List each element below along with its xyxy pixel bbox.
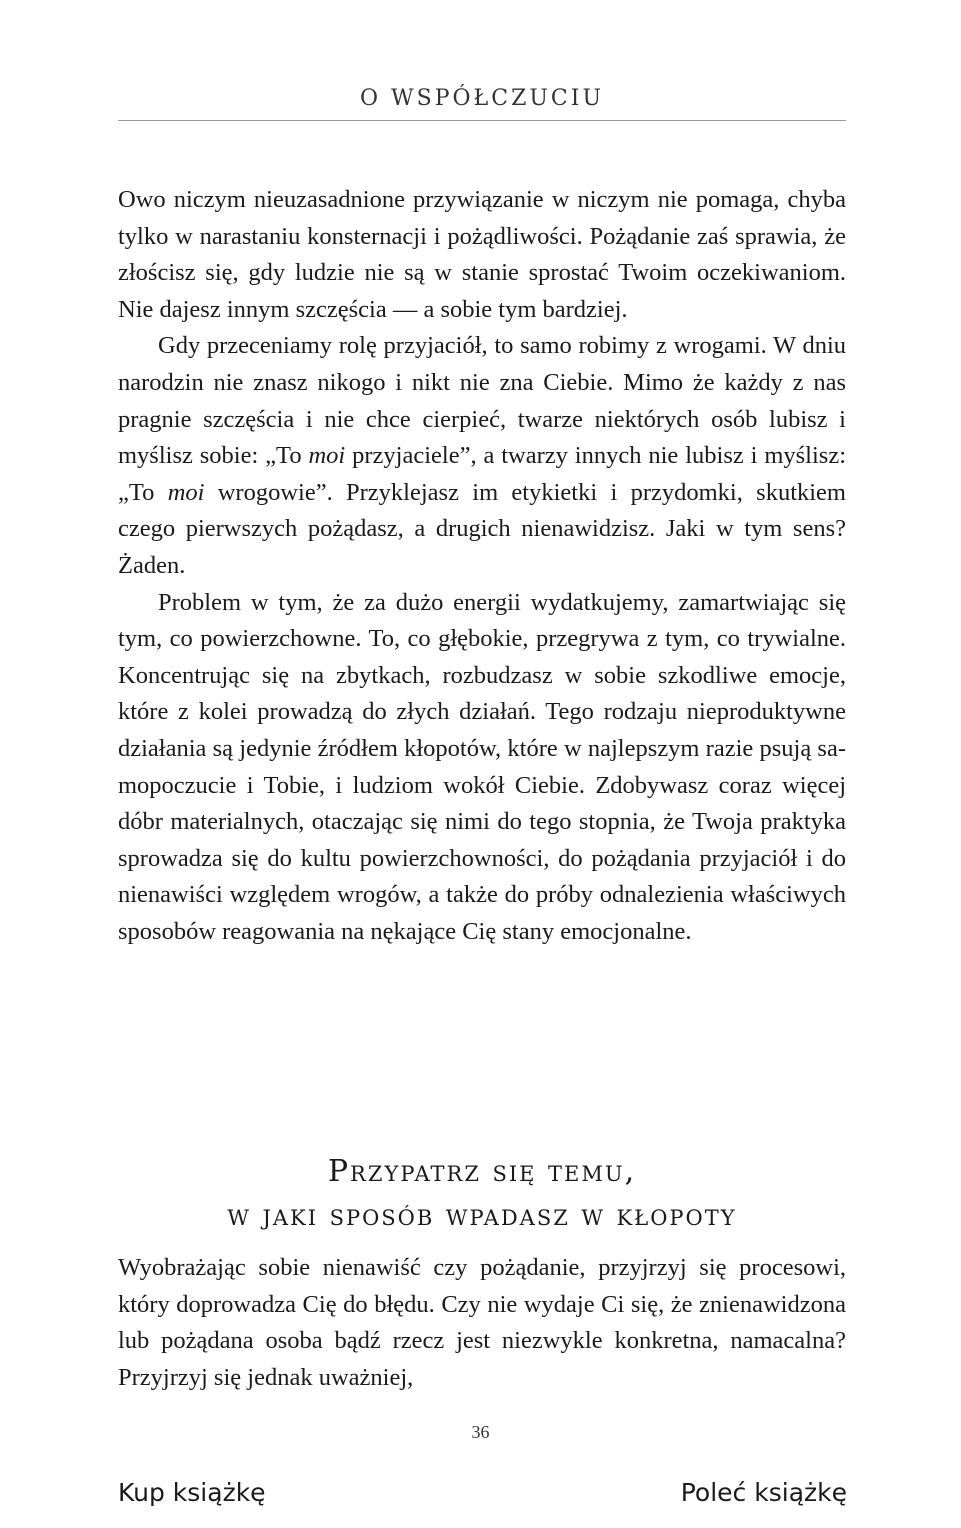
paragraph-2-emphasis-1: moi — [308, 442, 346, 470]
body-text — [118, 182, 846, 950]
section-heading — [118, 1150, 846, 1238]
section-heading-line-2: w jaki sposób wpadasz w kłopoty — [227, 1198, 737, 1233]
paragraph-2 — [118, 328, 846, 584]
section-text — [118, 1250, 846, 1396]
header-rule — [118, 120, 846, 121]
buy-book-link[interactable]: Kup książkę — [118, 1478, 266, 1507]
paragraph-2-text-c: wrogowie”. Przyklejasz im etykietki i przydomki, skutkiem czego pierwszych pożądasz, a drugich nienawidzisz. Jaki w tym sens? Żaden. — [118, 478, 846, 579]
paragraph-3: Problem w tym, że za dużo energii wydatkujemy, zamartwiając się tym, co powierzchowne. To, co głębokie, przegrywa z tym, co trywialne. Koncentrując się na zbytkach, rozbudzasz w sobie szkodliwe emocje, które z kolei prowadzą do złych działań. Tego rodzaju nieproduktywne działania są jedynie źródłem kłopotów, które w najlepszym razie psują samopoczucie i Tobie, i ludziom wokół Ciebie. Zdobywasz coraz więcej dóbr materialnych, otaczając się nimi do tego stopnia, że Twoja praktyka sprowadza się do kultu powierzchowności, do pożądania przyjaciół i do nienawiści względem wrogów, a także do próby odnalezienia właściwych sposobów reagowania na nękające Cię stany emocjonalne. — [118, 588, 846, 945]
running-header-title: O WSPÓŁCZUCIU — [360, 86, 604, 111]
section-paragraph: Wyobrażając sobie nienawiść czy pożądanie, przyjrzyj się procesowi, który doprowadza Cię do błędu. Czy nie wydaje Ci się, że znienawidzona lub pożądana osoba bądź rzecz jest niezwykle konkretna, namacalna? Przyjrzyj się jednak uważniej, — [118, 1254, 846, 1391]
paragraph-2-text-b: przyjaciele”, a twarzy innych nie lubisz i myślisz: „To — [118, 442, 847, 506]
paragraph-2-emphasis-2: moi — [167, 478, 205, 506]
paragraph-2-text-a: Gdy przeceniamy rolę przyjaciół, to samo robimy z wrogami. W dniu narodzin nie znasz nikogo i nikt nie zna Ciebie. Mimo że każdy z nas pragnie szczęścia i nie chce cierpieć, twarze niektórych osób lubisz i myślisz sobie: „To — [118, 332, 846, 470]
paragraph-1: Owo niczym nieuzasadnione przywiązanie w niczym nie pomaga, chyba tylko w narastaniu konsternacji i pożądliwości. Pożądanie zaś sprawia, że złościsz się, gdy ludzie nie są w stanie sprostać Twoim oczekiwaniom. Nie dajesz innym szczęścia — a sobie tym bardziej. — [118, 186, 846, 323]
recommend-book-link[interactable]: Poleć książkę — [680, 1478, 847, 1507]
section-heading-line-1: Przypatrz się temu, — [327, 1154, 637, 1189]
page-number: 36 — [471, 1422, 490, 1442]
